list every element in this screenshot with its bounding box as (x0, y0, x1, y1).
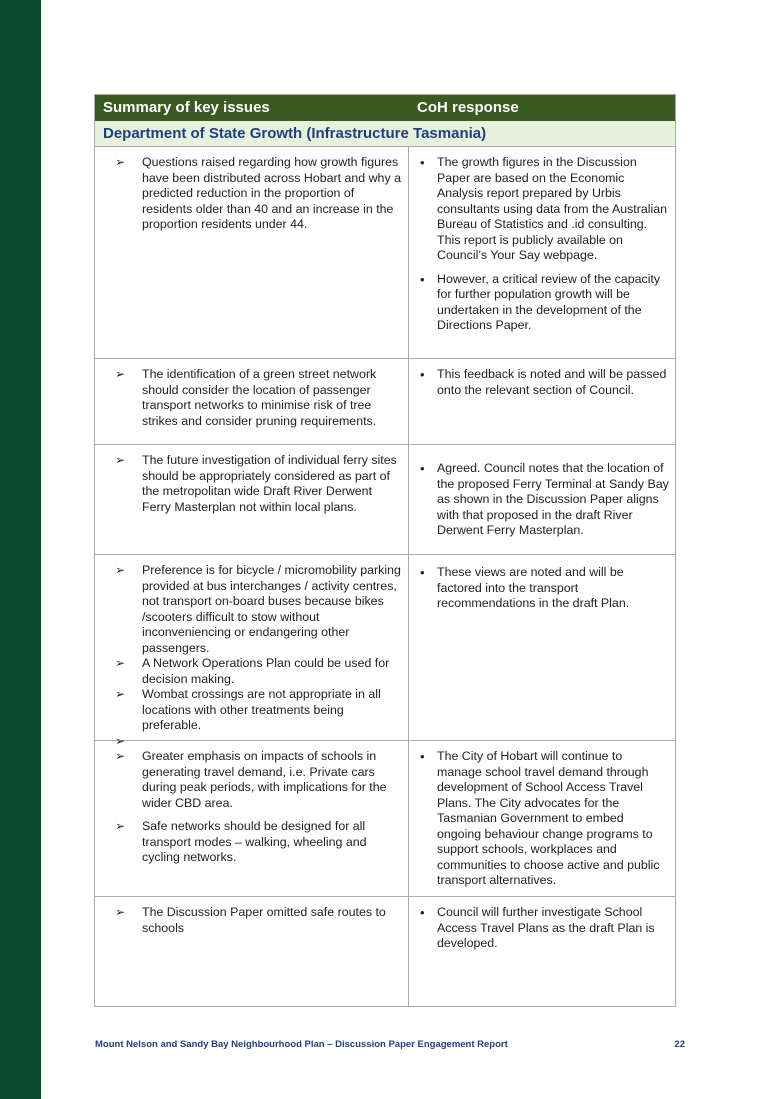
list-item: • This feedback is noted and will be passed onto the relevant section of Council. (417, 367, 669, 398)
list-item: ➢ Questions raised regarding how growth figures have been distributed across Hobart and why a predicted reduction in the proportion of residents older than 40 and an increase in the proportion residents under 44. (115, 155, 401, 231)
bullet-icon: • (420, 155, 425, 170)
table-row (95, 897, 675, 1006)
table-row (95, 359, 675, 445)
bullet-icon: • (420, 905, 425, 920)
issues-table (94, 94, 676, 1007)
arrow-bullet-icon: ➢ (115, 155, 126, 169)
footer-title: Mount Nelson and Sandy Bay Neighbourhood Plan – Discussion Paper Engagement Report (95, 1039, 508, 1050)
list-item: ➢ The future investigation of individual ferry sites should be appropriately considered as part of the metropolitan wide Draft River Derwent Ferry Masterplan not within local plans. (115, 453, 397, 514)
header-response: CoH response (417, 99, 519, 116)
list-item: ➢ The Discussion Paper omitted safe routes to schools (115, 905, 386, 935)
table-row (95, 147, 675, 359)
sidebar-band (0, 0, 41, 1099)
table-row (95, 555, 675, 748)
list-item: ➢ Preference is for bicycle / micromobility parking provided at bus interchanges / activity centres, not transport on-board buses because bikes /scooters difficult to stow without inconveniencing or endangering other passengers. (115, 563, 401, 655)
response-cell (409, 555, 675, 740)
list-item: ➢ A Network Operations Plan could be used for decision making. (115, 656, 390, 686)
issues-cell (95, 555, 409, 748)
list-item: • However, a critical review of the capacity for further population growth will be undertaken in the development of the Directions Paper. (417, 272, 669, 334)
arrow-bullet-icon: ➢ (115, 563, 126, 577)
response-cell (409, 147, 675, 358)
page-number: 22 (674, 1039, 685, 1050)
table-row (95, 445, 675, 555)
issues-cell (95, 897, 409, 1006)
list-item: • The City of Hobart will continue to manage school travel demand through development of School Access Travel Plans. The City advocates for the Tasmanian Government to embed ongoing behaviour change programs to support schools, workplaces and communities to choose active and public transport alternatives. (417, 749, 669, 889)
arrow-bullet-icon: ➢ (115, 656, 126, 670)
list-item: • These views are noted and will be factored into the transport recommendations in the draft Plan. (417, 565, 669, 612)
list-item: ➢ Safe networks should be designed for all transport modes – walking, wheeling and cycling networks. (115, 819, 367, 864)
arrow-bullet-icon: ➢ (115, 367, 126, 381)
response-cell (409, 445, 675, 554)
response-cell (409, 897, 675, 1006)
table-header (95, 95, 675, 121)
list-item: • Agreed. Council notes that the location of the proposed Ferry Terminal at Sandy Bay as shown in the Discussion Paper aligns with that proposed in the draft River Derwent Ferry Masterplan. (417, 461, 669, 539)
list-item: ➢ The identification of a green street network should consider the location of passenger transport networks to minimise risk of tree strikes and consider pruning requirements. (115, 367, 377, 428)
issues-cell (95, 741, 409, 896)
list-item: • Council will further investigate School Access Travel Plans as the draft Plan is developed. (417, 905, 669, 952)
arrow-bullet-icon: ➢ (115, 749, 126, 763)
table-row (95, 741, 675, 897)
section-title: Department of State Growth (Infrastructure Tasmania) (95, 121, 675, 147)
bullet-icon: • (420, 367, 425, 382)
bullet-icon: • (420, 271, 425, 287)
page-footer (95, 1039, 685, 1050)
arrow-bullet-icon: ➢ (115, 687, 126, 701)
arrow-bullet-icon: ➢ (115, 819, 126, 833)
response-cell (409, 359, 675, 444)
issues-cell (95, 359, 409, 444)
arrow-bullet-icon: ➢ (115, 905, 126, 919)
arrow-bullet-icon: ➢ (115, 733, 126, 748)
issues-cell (95, 445, 409, 554)
response-cell (409, 741, 675, 896)
issues-cell (95, 147, 409, 358)
list-item: ➢ Wombat crossings are not appropriate in all locations with other treatments being preferable. (115, 687, 381, 732)
list-item: • The growth figures in the Discussion Paper are based on the Economic Analysis report prepared by Urbis consultants using data from the Australian Bureau of Statistics and .id consulting. This report is publicly available on Council’s Your Say webpage. (417, 155, 669, 264)
list-item: ➢ Greater emphasis on impacts of schools in generating travel demand, i.e. Private cars during peak periods, with implications for the wider CBD area. (115, 749, 387, 810)
arrow-bullet-icon: ➢ (115, 453, 126, 467)
bullet-icon: • (420, 565, 425, 580)
bullet-icon: • (420, 461, 425, 476)
header-issues: Summary of key issues (103, 99, 270, 116)
bullet-icon: • (420, 749, 425, 764)
